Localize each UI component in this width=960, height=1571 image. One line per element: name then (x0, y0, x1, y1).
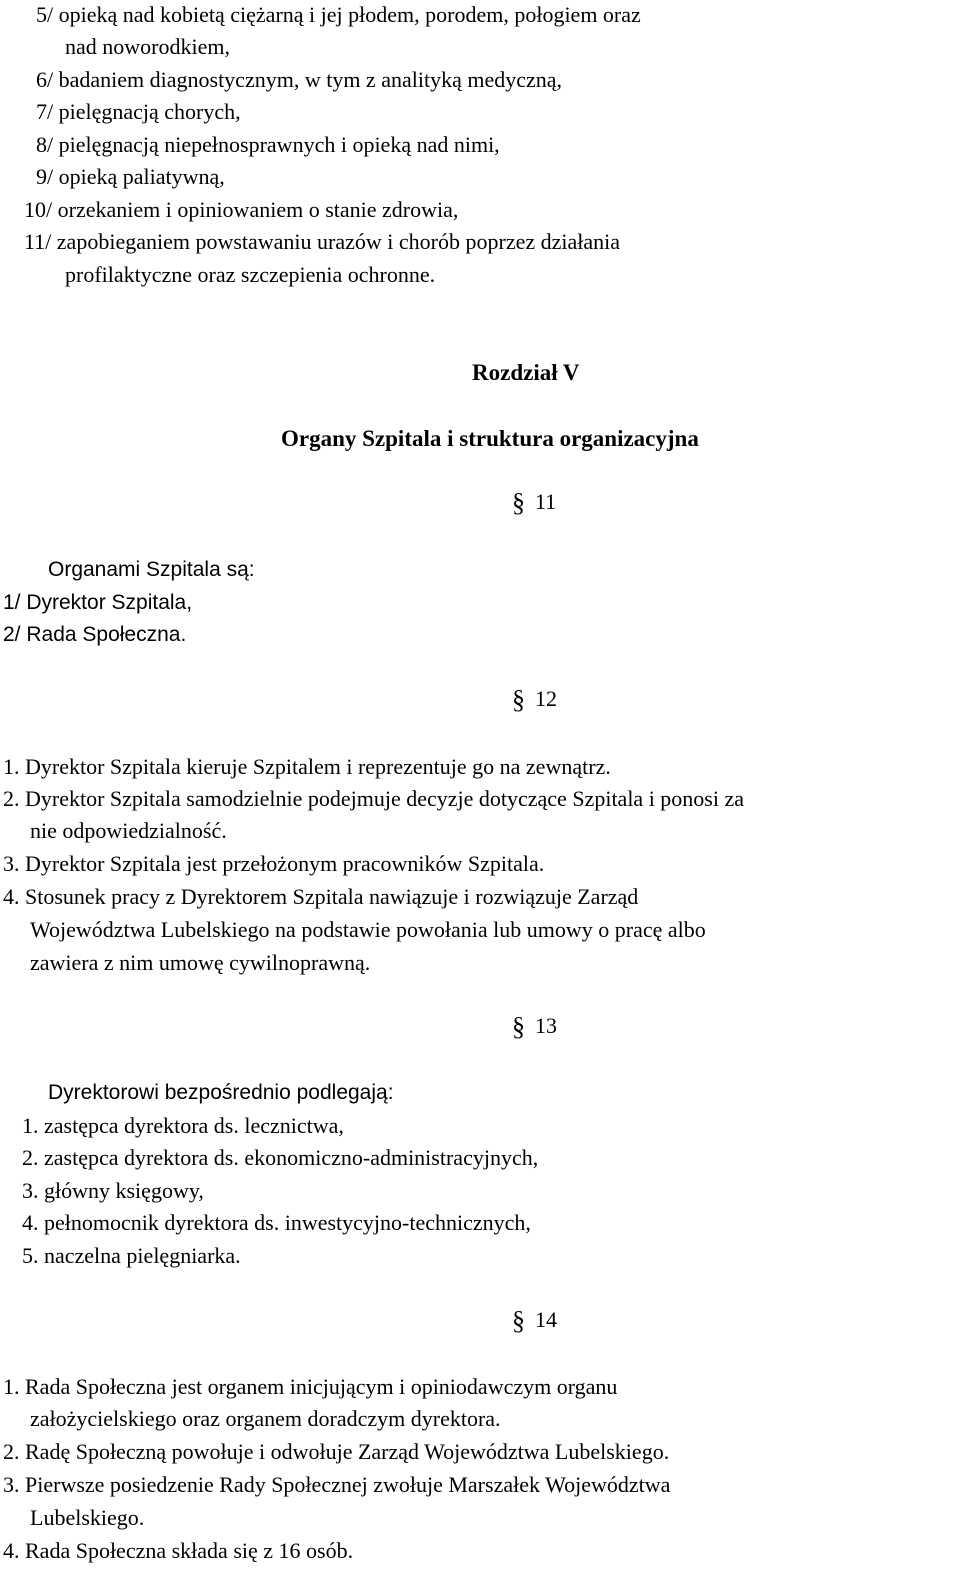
list-item: Lubelskiego. (30, 1505, 145, 1530)
list-item: 9/ opieką paliatywną, (36, 164, 225, 189)
chapter-number: Rozdział V (472, 360, 580, 385)
paragraph-heading-11 (512, 488, 556, 515)
list-item: 2. Dyrektor Szpitala samodzielnie podejmuje decyzje dotyczące Szpitala i ponosi za (3, 786, 745, 811)
paragraph-heading-12 (512, 685, 557, 712)
list-item: 1. Rada Społeczna jest organem inicjującym i opiniodawczym organu (3, 1374, 618, 1399)
list-item: 5/ opieką nad kobietą ciężarną i jej płodem, porodem, połogiem oraz (36, 2, 641, 27)
paragraph-number: 14 (535, 1307, 557, 1332)
list-item: 4. pełnomocnik dyrektora ds. inwestycyjno-technicznych, (22, 1210, 531, 1235)
list-item: 3. Pierwsze posiedzenie Rady Społecznej zwołuje Marszałek Województwa (3, 1472, 671, 1497)
chapter-title: Organy Szpitala i struktura organizacyjna (281, 426, 699, 451)
list-item: 10/ orzekaniem i opiniowaniem o stanie zdrowia, (24, 197, 459, 222)
section-sign: § (512, 685, 525, 714)
list-item: 1/ Dyrektor Szpitala, (3, 591, 193, 614)
list-item: 3. główny księgowy, (22, 1178, 204, 1203)
list-item: 2. zastępca dyrektora ds. ekonomiczno-administracyjnych, (22, 1145, 539, 1170)
list-item: 2/ Rada Społeczna. (3, 623, 187, 646)
list-item: 11/ zapobieganiem powstawaniu urazów i chorób poprzez działania (24, 229, 621, 254)
section-sign: § (512, 1306, 525, 1335)
list-item: 2. Radę Społeczną powołuje i odwołuje Zarząd Województwa Lubelskiego. (3, 1439, 670, 1464)
list-item: 5. naczelna pielęgniarka. (22, 1243, 241, 1268)
list-item: 3. Dyrektor Szpitala jest przełożonym pracowników Szpitala. (3, 851, 545, 876)
list-item: nad noworodkiem, (65, 34, 230, 59)
list-item: 7/ pielęgnacją chorych, (36, 99, 241, 124)
paragraph-heading-13 (512, 1012, 557, 1039)
list-item: profilaktyczne oraz szczepienia ochronne. (65, 262, 436, 287)
section-sign: § (512, 1012, 525, 1041)
paragraph-number: 13 (535, 1013, 557, 1038)
list-item: nie odpowiedzialność. (30, 818, 227, 843)
section-sign: § (512, 488, 525, 517)
text-line: Dyrektorowi bezpośrednio podlegają: (48, 1081, 394, 1104)
list-item: Województwa Lubelskiego na podstawie powołania lub umowy o pracę albo (30, 917, 706, 942)
list-item: 4. Stosunek pracy z Dyrektorem Szpitala nawiązuje i rozwiązuje Zarząd (3, 884, 639, 909)
list-item: założycielskiego oraz organem doradczym dyrektora. (30, 1406, 501, 1431)
list-item: zawiera z nim umowę cywilnoprawną. (30, 950, 371, 975)
text-line: Organami Szpitala są: (48, 558, 255, 581)
paragraph-number: 12 (535, 686, 557, 711)
list-item: 1. Dyrektor Szpitala kieruje Szpitalem i reprezentuje go na zewnątrz. (3, 754, 611, 779)
paragraph-number: 11 (535, 489, 557, 514)
list-item: 4. Rada Społeczna składa się z 16 osób. (3, 1538, 354, 1563)
list-item: 8/ pielęgnacją niepełnosprawnych i opieką nad nimi, (36, 132, 500, 157)
list-item: 6/ badaniem diagnostycznym, w tym z analityką medyczną, (36, 67, 563, 92)
list-item: 1. zastępca dyrektora ds. lecznictwa, (22, 1113, 344, 1138)
paragraph-heading-14 (512, 1306, 557, 1333)
